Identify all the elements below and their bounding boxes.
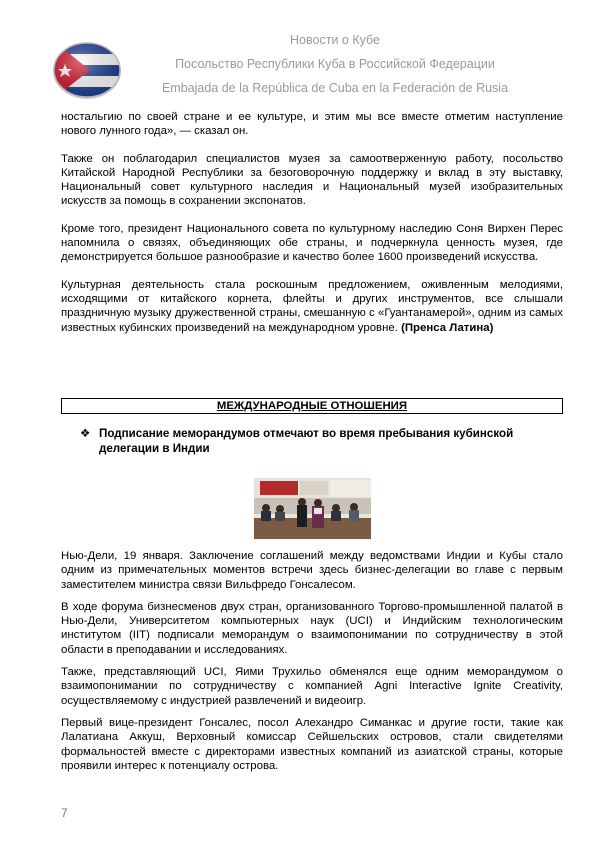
paragraph: ностальгию по своей стране и ее культуре, и этим мы все вместе отметим наступление нового лунного года», — сказал он. [61, 111, 563, 138]
article-india [61, 549, 563, 781]
article-title [80, 427, 563, 456]
paragraph: В ходе форума бизнесменов двух стран, организованного Торгово-промышленной палатой в Нью-Дели, Университетом компьютерных наук (UCI) и Индийским технологическим институтом (IIT) подписали меморандум о взаимопонимании по сотрудничеству в этой области в преподавании и исследованиях. [61, 600, 563, 656]
cuba-flag-logo [52, 40, 122, 100]
paragraph: Также, представляющий UCI, Яими Трухильо обменялся еще одним меморандумом о взаимопонимании по сотрудничеству с компанией Agni Interactive Ignite Creativity, осуществляемому с индустрией развлечений и видеоигр. [61, 666, 563, 707]
section-heading: МЕЖДУНАРОДНЫЕ ОТНОШЕНИЯ [61, 398, 563, 414]
paragraph-text: Культурная деятельность стала роскошным предложением, оживленным мелодиями, исходящими от китайского корнета, флейты и других инструментов, все слышали праздничную музыку дружественной страны, смешанную с «Гуантанамерой», одним из самых известных кубинских произведений на международном уровне. [61, 278, 563, 334]
article-culture [61, 110, 563, 348]
diamond-bullet-icon: ❖ [80, 427, 91, 440]
paragraph: Нью-Дели, 19 января. Заключение соглашений между ведомствами Индии и Кубы стало одним из примечательных моментов встречи здесь бизнес-делегации во главе с первым заместителем министра связи Вильфредо Гонсалесом. [61, 550, 563, 591]
header-news-title: Новости о Кубе [290, 33, 380, 47]
meeting-photo [254, 478, 371, 539]
header-embassy-ru: Посольство Республики Куба в Российской Федерации [175, 57, 495, 71]
page-number: 7 [61, 806, 68, 820]
document-header [120, 28, 550, 100]
source-credit: (Пренса Латина) [401, 321, 494, 334]
paragraph: Первый вице-президент Гонсалес, посол Алехандро Симанкас и другие гости, такие как Лалатиана Аккуш, Верховный комиссар Сейшельских островов, стали свидетелями формальностей вместе с директорами известных компаний из азиатской страны, которые проявили интерес к потенциалу острова. [61, 716, 563, 772]
paragraph-last [61, 278, 563, 335]
header-embassy-es: Embajada de la República de Cuba en la Federación de Rusia [161, 81, 509, 95]
article-title-text: Подписание меморандумов отмечают во время пребывания кубинской делегации в Индии [99, 427, 514, 455]
paragraph: Кроме того, президент Национального совета по культурному наследию Соня Вирхен Перес напомнила о связях, объединяющих обе страны, и подчеркнула ценность музея, где демонстрируется большое разнообразие и качество более 1600 произведений искусства. [61, 222, 563, 264]
paragraph: Также он поблагодарил специалистов музея за самоотверженную работу, посольство Китайской Народной Республики за безоговорочную поддержку и вклад в эту выставку, Национальный совет культурного наследия и Национальный музей изобразительных искусств за помощь в сохранении экспонатов. [61, 152, 563, 208]
